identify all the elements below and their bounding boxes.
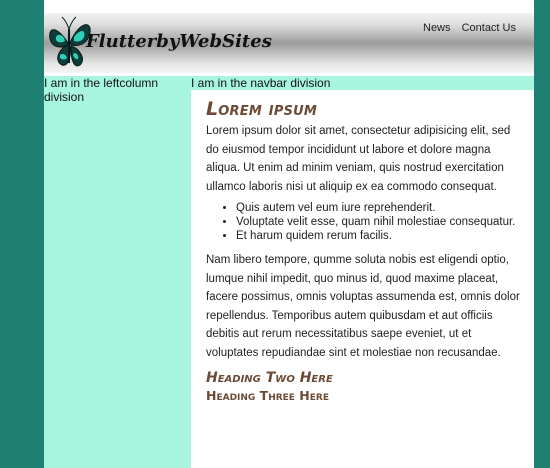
main-content: [206, 98, 524, 404]
navbar-division: [191, 76, 534, 90]
paragraph-two: Nam libero tempore, qumme soluta nobis est eligendi optio, lumque nihil impedit, quo minus id, quod maxime placeat, facere possimus, omnis voluptas assumenda est, omnis dolor repellendus. Temporibus autem quibusdam et aut officiis debitis aut rerum necessitatibus saepe eveniet, ut et voluptates repudiandae sint et molestiae non recusandae.: [206, 254, 520, 359]
heading-three: Heading Three Here: [206, 388, 329, 403]
butterfly-logo[interactable]: [46, 13, 272, 73]
top-nav: [415, 22, 516, 34]
heading-one: Lorem ipsum: [206, 98, 318, 120]
heading-two: Heading Two Here: [206, 370, 333, 386]
butterfly-icon: [50, 17, 90, 66]
list-item: • Et harum quidem rerum facilis.: [236, 230, 524, 243]
list-item: • Quis autem vel eum iure reprehenderit.: [236, 202, 524, 215]
left-column: [44, 76, 191, 468]
logo-text: FlutterbyWebSites: [86, 31, 272, 52]
bullet-list: [206, 202, 524, 243]
page-container: [44, 0, 534, 468]
left-column-text: I am in the leftcolumn division: [44, 76, 159, 104]
list-item: • Voluptate velit esse, quam nihil molestiae consequatur.: [236, 216, 524, 229]
navbar-text: I am in the navbar division: [191, 76, 331, 90]
nav-link-contact-us[interactable]: Contact Us: [461, 22, 516, 34]
header-banner: [44, 13, 534, 73]
paragraph-one: Lorem ipsum dolor sit amet, consectetur adipisicing elit, sed do eiusmod tempor incididunt ut labore et dolore magna aliqua. Ut enim ad minim veniam, quis nostrud exercitation ullamco laboris nisi ut aliquip ex ea commodo consequat.: [206, 125, 511, 193]
nav-link-news[interactable]: News: [423, 22, 451, 34]
